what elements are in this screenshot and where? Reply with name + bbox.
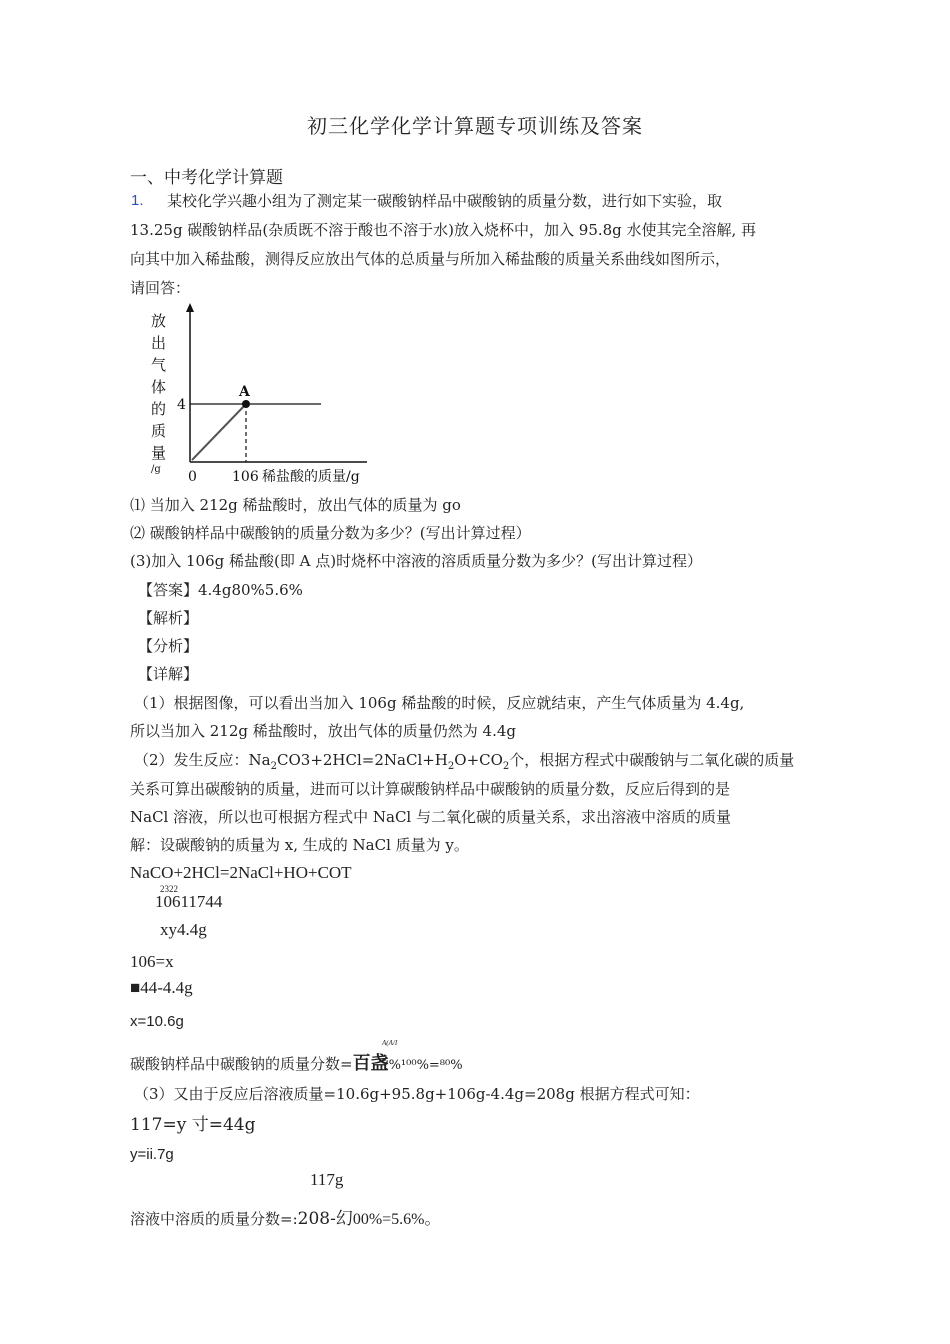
sub-question-3: (3)加入 106g 稀盐酸(即 A 点)时烧杯中溶液的溶质质量分数为多少？(写出计算过程） (130, 552, 702, 570)
sub-question-1: ⑴ 当加入 212g 稀盐酸时，放出气体的质量为 go (130, 496, 461, 514)
reaction-prefix: （2）发生反应：Na (134, 751, 271, 769)
mass-fraction-prefix: 碳酸钠样品中碳酸钠的质量分数= (130, 1055, 353, 1073)
question-line-3: 向其中加入稀盐酸，测得反应放出气体的总质量与所加入稀盐酸的质量关系曲线如图所示， (130, 250, 731, 268)
x-result: x=10.6g (130, 1013, 184, 1030)
detail-p3-line1: （3）又由于反应后溶液质量=10.6g+95.8g+106g-4.4g=208g 根据方程式可知： (134, 1085, 700, 1103)
molar-masses: 10611744 (155, 892, 223, 911)
question-line-2: 13.25g 碳酸钠样品(杂质既不溶于酸也不溶于水)放入烧杯中，加入 95.8g 水使其完全溶解, 再 (130, 221, 757, 239)
detail-p2-line2: 关系可算出碳酸钠的质量，进而可以计算碳酸钠样品中碳酸钠的质量分数，反应后得到的是 (130, 780, 731, 798)
final-prefix: 溶液中溶质的质量分数=: (130, 1210, 298, 1228)
detail-heading: 【详解】 (138, 665, 199, 683)
y-label-char: /g (151, 464, 161, 475)
y-label-char: 气 (151, 356, 167, 374)
reaction-post: 个，根据方程式中碳酸钠与二氧化碳的质量 (509, 751, 795, 769)
fraction-numerator: A(A/I (382, 1039, 398, 1047)
y-result: y=ii.7g (130, 1146, 174, 1163)
final-result-line (130, 1204, 441, 1229)
question-line-4: 请回答： (130, 279, 191, 297)
mass-fraction-line (130, 1049, 463, 1075)
x-tick-label: 106 (232, 469, 259, 485)
y-tick-label: 4 (177, 397, 186, 413)
gas-mass-graph (145, 300, 385, 490)
answer-line: 【答案】4.4g80%5.6% (138, 581, 303, 599)
question-line-1: 某校化学兴趣小组为了测定某一碳酸钠样品中碳酸钠的质量分数，进行如下实验，取 (167, 192, 723, 210)
x-axis-label: 稀盐酸的质量/g (262, 469, 360, 485)
subscript: 2 (502, 761, 510, 772)
mass-fraction-suffix: %¹⁰⁰%=⁸⁰% (388, 1058, 463, 1073)
y-label-char: 质 (151, 422, 167, 440)
question-number: 1. (131, 192, 144, 209)
ratio-line-2: ■44-4.4g (130, 978, 193, 997)
section-heading: 一、中考化学计算题 (130, 168, 283, 188)
variables-line: xy4.4g (160, 920, 207, 939)
equation: NaCO+2HCl=2NaCl+HO+COT (130, 863, 352, 882)
y-label-char: 放 (151, 312, 167, 330)
detail-p2-line4: 解：设碳酸钠的质量为 x, 生成的 NaCl 质量为 y。 (130, 836, 469, 854)
point-a (242, 400, 250, 408)
ratio-line-3: 117=y 寸=44g (130, 1115, 256, 1135)
fraction-2-numerator: 117g (310, 1170, 344, 1189)
reaction-mid1: CO3+2HCl=2NaCl+H (277, 751, 448, 769)
point-a-label: A (239, 384, 250, 400)
y-label-char: 的 (151, 400, 167, 418)
ratio-line-1: 106=x (130, 952, 174, 971)
analysis-heading: 【解析】 (138, 609, 199, 627)
series-line-rising (192, 404, 246, 460)
y-label-char: 出 (151, 334, 167, 352)
graph-svg (145, 300, 385, 490)
subscript: 2 (447, 761, 455, 772)
y-axis-arrow (186, 303, 194, 312)
origin-label: 0 (188, 469, 197, 485)
detail-p1-line1: （1）根据图像，可以看出当加入 106g 稀盐酸的时候，反应就结束，产生气体质量为 4.4g, (134, 694, 745, 712)
y-label-char: 量 (151, 444, 167, 462)
document-title: 初三化学化学计算题专项训练及答案 (307, 114, 643, 138)
detail-p1-line2: 所以当加入 212g 稀盐酸时，放出气体的质量仍然为 4.4g (130, 722, 516, 740)
mass-fraction-denominator: 百盏 (352, 1053, 389, 1074)
final-denominator: 208-幻 (297, 1209, 353, 1229)
sub-question-2: ⑵ 碳酸钠样品中碳酸钠的质量分数为多少？(写出计算过程） (130, 524, 531, 542)
y-label-char: 体 (151, 378, 167, 396)
subscript: 2 (270, 761, 277, 772)
detail-p2-line1 (134, 749, 794, 772)
detail-p2-line3: NaCl 溶液，所以也可根据方程式中 NaCl 与二氧化碳的质量关系，求出溶液中溶质的质量 (130, 808, 731, 826)
reaction-mid2: O+CO (454, 751, 503, 769)
equation-subscripts: 2322 (160, 884, 178, 894)
fenxi-heading: 【分析】 (138, 637, 199, 655)
final-suffix: 00%=5.6%。 (352, 1211, 441, 1228)
